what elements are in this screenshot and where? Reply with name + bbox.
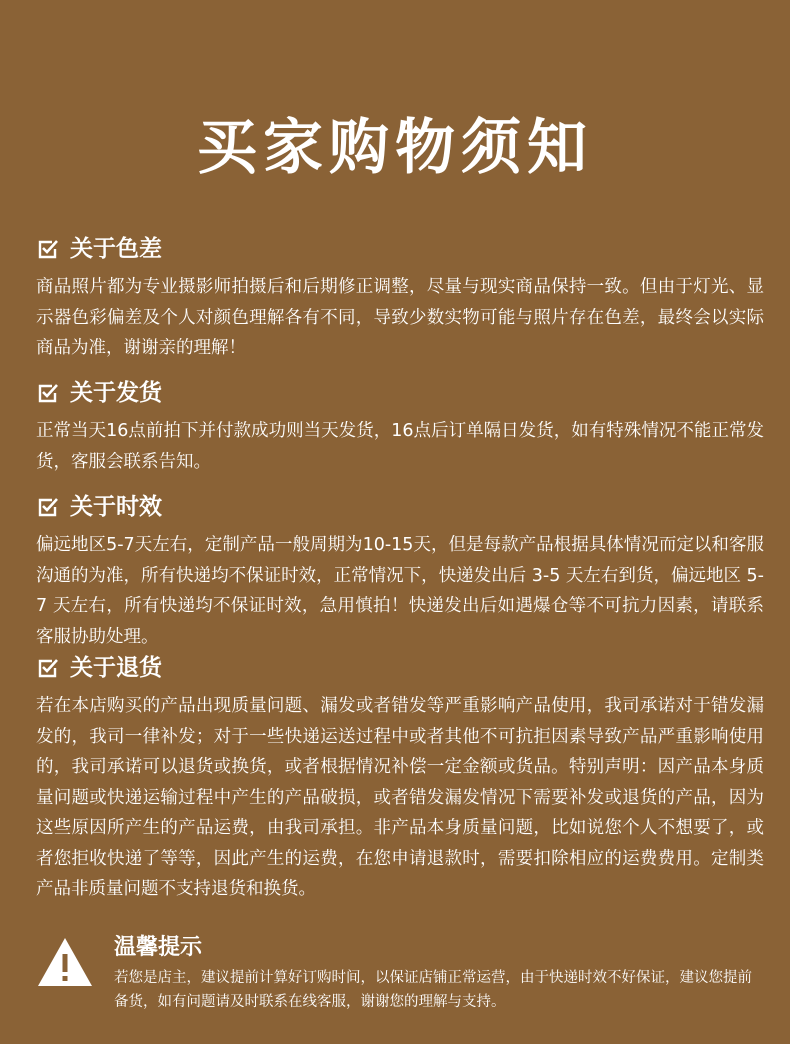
section-heading: 关于退货 (70, 655, 162, 681)
section-shipping (36, 376, 764, 477)
section-heading: 关于发货 (70, 380, 162, 406)
warm-tip (36, 932, 764, 1022)
section-body: 若在本店购买的产品出现质量问题、漏发或者错发等严重影响产品使用，我司承诺对于错发漏发的，我司一律补发；对于一些快递运送过程中或者其他不可抗拒因素导致产品严重影响使用的，我司承诺可以退货或换货，或者根据情况补偿一定金额或货品。特别声明：因产品本身质量问题或快递运输过程中产生的产品破损，或者错发漏发情况下需要补发或退货的产品，因为这些原因所产生的产品运费，由我司承担。非产品本身质量问题，比如说您个人不想要了，或者您拒收快递了等等，因此产生的运费，在您申请退款时，需要扣除相应的运费费用。定制类产品非质量问题不支持退货和换货。 (36, 696, 764, 899)
tip-body: 若您是店主，建议提前计算好订购时间，以保证店铺正常运营，由于快递时效不好保证，建议您提前备货，如有问题请及时联系在线客服，谢谢您的理解与支持。 (114, 970, 752, 1010)
section-heading: 关于色差 (70, 236, 162, 262)
section-returns (36, 651, 764, 905)
section-body: 正常当天16点前拍下并付款成功则当天发货，16点后订单隔日发货，如有特殊情况不能正常发货，客服会联系告知。 (36, 421, 764, 472)
section-body: 商品照片都为专业摄影师拍摄后和后期修正调整，尽量与现实商品保持一致。但由于灯光、显示器色彩偏差及个人对颜色理解各有不同，导致少数实物可能与照片存在色差，最终会以实际商品为准，谢谢亲的理解！ (36, 277, 764, 358)
check-box-icon (36, 495, 60, 519)
check-box-icon (36, 381, 60, 405)
section-delivery-time (36, 490, 764, 652)
section-body: 偏远地区5-7天左右，定制产品一般周期为10-15天，但是每款产品根据具体情况而定以和客服沟通的为准，所有快递均不保证时效，正常情况下，快递发出后 3-5 天左右到货，偏远地区 5-7 天左右，所有快递均不保证时效，急用慎拍！快递发出后如遇爆仓等不可抗力因素，请联系客服协助处理。 (36, 535, 764, 647)
section-color-difference (36, 232, 764, 364)
page-title: 买家购物须知 (197, 113, 593, 183)
warning-triangle-icon (36, 936, 94, 988)
section-heading: 关于时效 (70, 494, 162, 520)
tip-title: 温馨提示 (114, 935, 203, 960)
check-box-icon (36, 237, 60, 261)
check-box-icon (36, 656, 60, 680)
